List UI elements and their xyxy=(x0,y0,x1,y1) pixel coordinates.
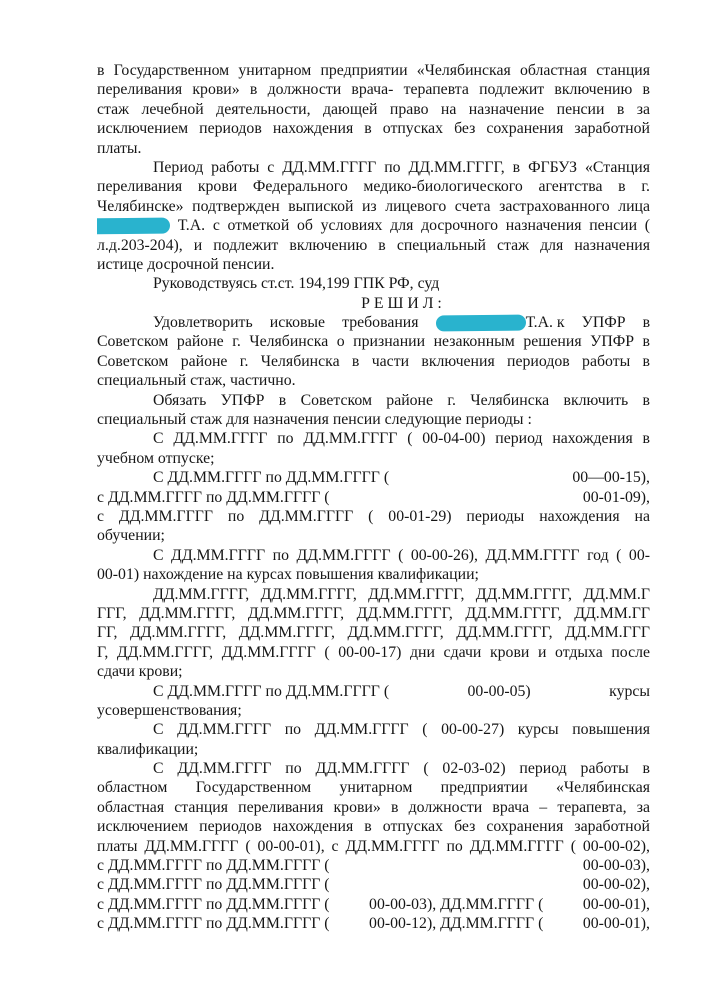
doc-line-26: С ДД.ММ.ГГГГ по ДД.ММ.ГГГГ ( 00-00-26), ДД.ММ.ГГГГ год ( 00- xyxy=(153,546,650,564)
doc-text: с ДД.ММ.ГГГГ по ДД.ММ.ГГГГ ( xyxy=(97,488,330,506)
doc-text: отметкой xyxy=(227,217,290,235)
doc-line-16: Советском районе г. Челябинска в части включения периодов работы в xyxy=(97,352,650,370)
doc-line-32: сдачи крови; xyxy=(97,663,183,681)
doc-line-37: С ДД.ММ.ГГГГ по ДД.ММ.ГГГГ ( 02-03-02) период работы в xyxy=(153,760,650,778)
doc-text: об xyxy=(297,217,313,235)
doc-text: С ДД.ММ.ГГГГ по ДД.ММ.ГГГГ ( xyxy=(153,469,390,487)
doc-text: 00-00-12), ДД.ММ.ГГГГ ( xyxy=(369,915,544,933)
doc-text: 00-01-09), xyxy=(582,488,650,506)
doc-text: с xyxy=(212,217,220,235)
doc-text: 00-00-02), xyxy=(582,876,650,894)
doc-line-20: С ДД.ММ.ГГГГ по ДД.ММ.ГГГГ ( 00-04-00) период нахождения в xyxy=(153,430,650,448)
doc-line-39: областная станция переливания крови» в должности врача – терапевта, за xyxy=(97,798,650,816)
doc-text: требования xyxy=(342,314,419,332)
doc-line-28: ДД.ММ.ГГГГ, ДД.ММ.ГГГГ, ДД.ММ.ГГГГ, ДД.ММ.ГГГГ, ДД.ММ.Г xyxy=(153,585,650,603)
doc-line-45 xyxy=(97,914,650,933)
redaction-mark xyxy=(97,217,170,234)
doc-line-22 xyxy=(97,468,650,487)
doc-line-21: учебном отпуске; xyxy=(97,449,215,467)
doc-text: 00-00-01), xyxy=(582,895,650,913)
document-body xyxy=(97,61,650,934)
doc-line-12: Руководствуясь ст.ст. 194,199 ГПК РФ, суд xyxy=(153,275,440,293)
doc-text: 00-00-03), xyxy=(582,857,650,875)
doc-line-4: исключением периодов нахождения в отпусках без сохранения заработной xyxy=(97,120,650,138)
redaction-mark xyxy=(435,314,525,331)
doc-line-25: обучении; xyxy=(97,527,165,545)
doc-line-36: квалификации; xyxy=(97,740,199,758)
doc-line-30: ГГ, ДД.ММ.ГГГГ, ДД.ММ.ГГГГ, ДД.ММ.ГГГГ, ДД.ММ.ГГГГ, ДД.ММ.ГГГ xyxy=(97,624,650,642)
doc-text: курсы xyxy=(609,682,650,700)
doc-line-19: специальный стаж для назначения пенсии следующие периоды : xyxy=(97,411,532,429)
doc-line-38: областном Государственном унитарном предприятии «Челябинская xyxy=(97,779,650,797)
doc-line-18: Обязать УПФР в Советском районе г. Челябинска включить в xyxy=(153,391,650,409)
doc-line-15: Советском районе г. Челябинска о признании незаконным решения УПФР в xyxy=(97,333,650,351)
doc-line-11: истице досрочной пенсии. xyxy=(97,255,275,273)
doc-line-7: переливания крови Федерального медико-биологического агентства в г. xyxy=(97,178,650,196)
doc-text: 00-00-01), xyxy=(582,915,650,933)
doc-line-5: платы. xyxy=(97,139,142,157)
doc-line-41: платы ДД.ММ.ГГГГ ( 00-00-01), с ДД.ММ.ГГГГ по ДД.ММ.ГГГГ ( 00-00-02), xyxy=(97,837,650,855)
doc-text: 00-00-05) xyxy=(467,682,531,700)
doc-line-6: Период работы с ДД.ММ.ГГГГ по ДД.ММ.ГГГГ, в ФГБУЗ «Станция xyxy=(153,158,650,176)
doc-text: Т.А. xyxy=(177,217,206,235)
doc-text: исковые xyxy=(269,314,326,332)
doc-line-23 xyxy=(97,488,650,507)
doc-line-3: стаж лечебной деятельности, дающей право на назначение пенсии в за xyxy=(97,100,650,118)
doc-text: досрочного xyxy=(421,217,499,235)
doc-text: условиях xyxy=(320,217,383,235)
doc-line-1: в Государственном унитарном предприятии «Челябинская областная станция xyxy=(97,62,650,79)
doc-text: с ДД.ММ.ГГГГ по ДД.ММ.ГГГГ ( xyxy=(97,876,330,894)
doc-line-43 xyxy=(97,875,650,894)
doc-text: Т.А. к xyxy=(525,314,565,332)
doc-line-9 xyxy=(97,216,650,235)
doc-line-14 xyxy=(97,313,650,332)
doc-text: назначения xyxy=(505,217,582,235)
doc-text: С ДД.ММ.ГГГГ по ДД.ММ.ГГГГ ( xyxy=(153,682,390,700)
doc-text: с ДД.ММ.ГГГГ по ДД.ММ.ГГГГ ( xyxy=(97,895,330,913)
doc-line-2: переливания крови» в должности врача- терапевта подлежит включению в xyxy=(97,81,650,99)
doc-line-34: усовершенствования; xyxy=(97,701,242,719)
doc-line-35: С ДД.ММ.ГГГГ по ДД.ММ.ГГГГ ( 00-00-27) курсы повышения xyxy=(153,721,650,739)
doc-line-27: 00-01) нахождение на курсах повышения квалификации; xyxy=(97,566,479,584)
doc-line-29: ГГГ, ДД.ММ.ГГГГ, ДД.ММ.ГГГГ, ДД.ММ.ГГГГ, ДД.ММ.ГГГГ, ДД.ММ.ГГ xyxy=(97,604,650,622)
doc-text: ( xyxy=(644,217,650,235)
doc-line-17: специальный стаж, частично. xyxy=(97,372,296,390)
doc-line-10: л.д.203-204), и подлежит включению в специальный стаж для назначения xyxy=(97,236,650,254)
doc-text: УПФР xyxy=(581,314,626,332)
doc-text: для xyxy=(390,217,414,235)
doc-line-40: исключением периодов нахождения в отпусках без сохранения заработной xyxy=(97,818,650,836)
doc-text: Удовлетворить xyxy=(153,314,253,332)
doc-line-44 xyxy=(97,895,650,914)
doc-line-31: Г, ДД.ММ.ГГГГ, ДД.ММ.ГГГГ ( 00-00-17) дни сдачи крови и отдыха после xyxy=(97,643,650,661)
doc-line-13: Р Е Ш И Л : xyxy=(361,294,442,312)
doc-text: в xyxy=(642,314,650,332)
doc-text: пенсии xyxy=(589,217,638,235)
doc-text: с ДД.ММ.ГГГГ по ДД.ММ.ГГГГ ( xyxy=(97,857,330,875)
doc-line-8: Челябинске» подтвержден выпиской из лицевого счета застрахованного лица xyxy=(97,197,650,215)
doc-line-42 xyxy=(97,856,650,875)
doc-text: 00—00-15), xyxy=(572,469,650,487)
doc-text: с ДД.ММ.ГГГГ по ДД.ММ.ГГГГ ( xyxy=(97,915,330,933)
doc-text: 00-00-03), ДД.ММ.ГГГГ ( xyxy=(369,895,544,913)
doc-line-33 xyxy=(97,682,650,701)
doc-line-24: с ДД.ММ.ГГГГ по ДД.ММ.ГГГГ ( 00-01-29) периоды нахождения на xyxy=(97,507,650,525)
